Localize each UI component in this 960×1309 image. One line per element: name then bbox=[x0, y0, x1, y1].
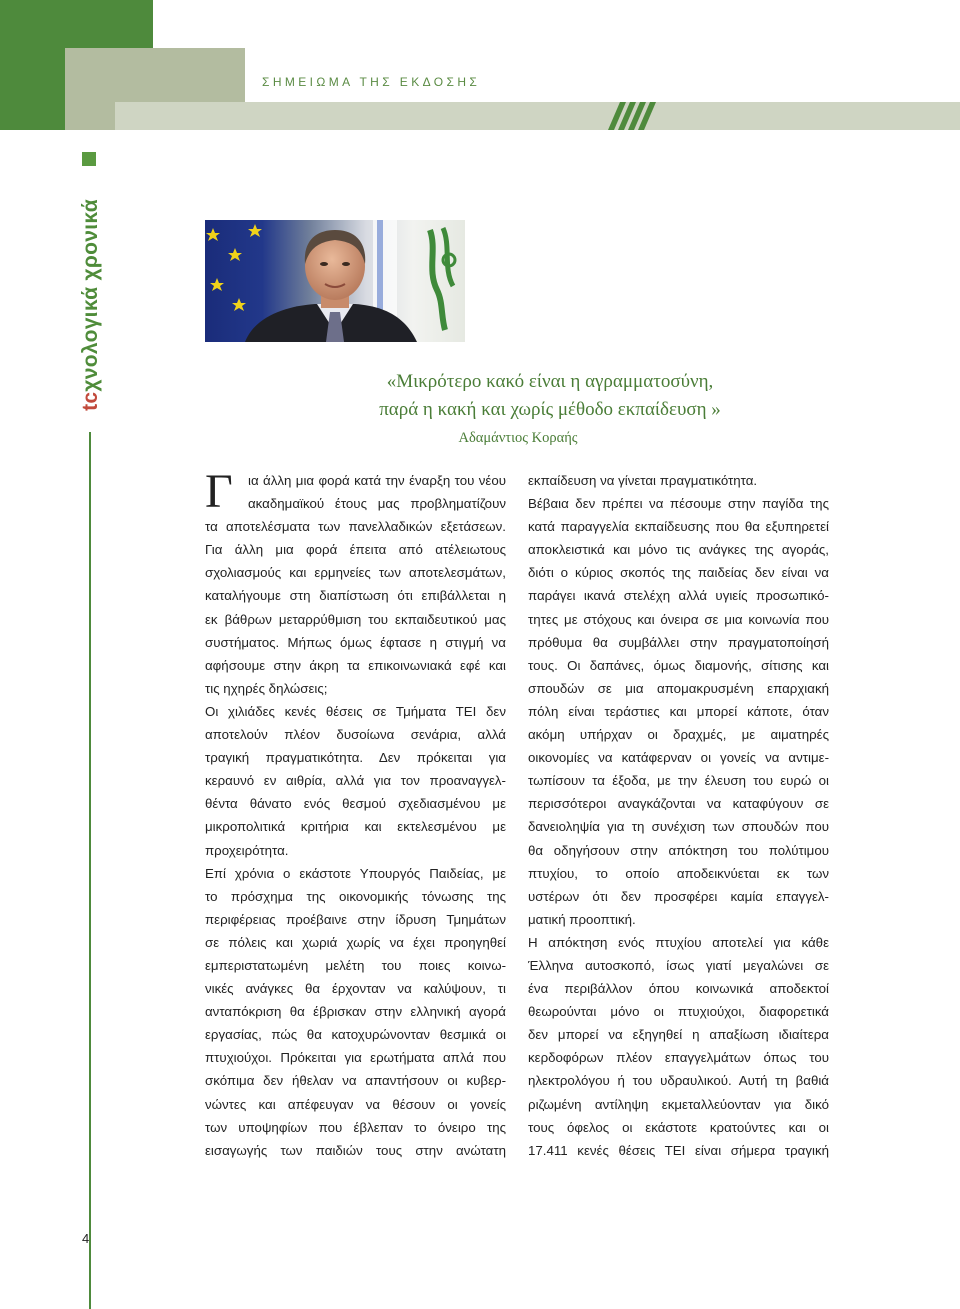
quote-author: Αδαμάντιος Κοραής bbox=[458, 430, 578, 446]
article-line: αφήσουμε στην άκρη τα επικοινωνιακά εφέ και bbox=[205, 657, 506, 673]
article-line: Για άλλη μια φορά έπειτα από ατέλειωτους bbox=[205, 542, 506, 558]
article-line: Οι χιλιάδες κενές θέσεις σε Τμήματα ΤΕΙ δεν bbox=[205, 703, 506, 719]
article-line: τραγική πραγματικότητα. Δεν πρόκειται για bbox=[205, 750, 506, 766]
sidebar-square-marker bbox=[82, 152, 96, 166]
article-line: νικές ανάγκες θα έρχονταν να καλύψουν, τι bbox=[205, 981, 506, 997]
article-line: Βέβαια δεν πρέπει να πέσουμε στην παγίδα της bbox=[528, 496, 829, 512]
article-line: τωπίσουν τα έξοδα, με την έλευση του ευρώ οι bbox=[528, 773, 829, 789]
article-line: ένα περιβάλλον όπου κοινωνικά αποδεκτοί bbox=[528, 981, 829, 997]
article-line: ακόμη υπήρχαν οι δραχμές, με αιματηρές bbox=[528, 727, 829, 743]
article-line: θέντα θάνατο ενός θεσμού σχεδιασμένου με bbox=[205, 796, 506, 812]
article-line: σκόπιμα δεν ήθελαν να απαντήσουν οι κυβερ- bbox=[205, 1073, 506, 1089]
article-line: τις ηχηρές δηλώσεις; bbox=[205, 680, 328, 696]
article-line: το πρόσχημα της οικονομικής τόνωσης της bbox=[205, 888, 506, 904]
article-line: τους όφελος οι εκάστοτε κρατούντες και οι bbox=[528, 1119, 829, 1135]
article-line: ριζωμένη αντίληψη εκμεταλλεύονταν για δικό bbox=[528, 1096, 829, 1112]
section-title: ΣΗΜΕΙΩΜΑ ΤΗΣ ΕΚΔΟΣΗΣ bbox=[262, 75, 481, 89]
article-line: προχειρότητα. bbox=[205, 842, 289, 858]
article-line: των υποψηφίων που έβλεπαν το όνειρο της bbox=[205, 1119, 506, 1135]
magazine-brand bbox=[62, 190, 120, 420]
brand-rest: χνολογικά χρονικά bbox=[79, 199, 102, 392]
article-line: Επί χρόνια ο εκάστοτε Υπουργός Παιδείας, με bbox=[205, 865, 506, 881]
article-line: δεν μπορεί να εξηγηθεί η απαξίωση ιδιαίτερα bbox=[528, 1027, 829, 1043]
article-line: περιφέρειας προέβαινε στην ίδρυση Τμημάτων bbox=[205, 911, 506, 927]
article-line: εισαγωγής των παιδιών τους στην ανώτατη bbox=[205, 1142, 506, 1158]
article-line: νώντες και απέφευγαν να θέσουν οι γονείς bbox=[205, 1096, 506, 1112]
brand-prefix: tc bbox=[79, 391, 102, 411]
article-line: σπουδών σε μια απομακρυσμένη επαρχιακή bbox=[528, 680, 829, 696]
article-line: δανειοληψία για τη συνέχιση των σπουδών που bbox=[528, 819, 829, 835]
article-line: εργασίας, πώς θα κατοχυρώνονταν θεσμικά οι bbox=[205, 1027, 506, 1043]
article-line: τους. Οι δαπάνες, όμως διαμονής, σίτισης και bbox=[528, 657, 829, 673]
article-line: τητες με στόχους και όνειρα σε μια κοινωνία που bbox=[528, 611, 829, 627]
article-line: ανταπόκριση θα έβρισκαν στην ελληνική αγορά bbox=[205, 1004, 506, 1020]
opening-quote bbox=[300, 368, 800, 424]
article-line: Η απόκτηση ενός πτυχίου αποτελεί για κάθε bbox=[528, 934, 829, 950]
article-line: καταλήγουμε στη διαπίστωση ότι επιβάλλεται η bbox=[205, 588, 506, 604]
article-line: εκ βάθρων μεταρρύθμιση του εκπαιδευτικού μας bbox=[205, 611, 506, 627]
article-line: θα οδηγήσουν στην απόκτηση του πολύτιμου bbox=[528, 842, 829, 858]
portrait-photo bbox=[205, 220, 465, 342]
article-line: μικροπολιτικά κριτήρια και εκτελεσμένου με bbox=[205, 819, 506, 835]
header-bar bbox=[115, 102, 960, 130]
article-right-column bbox=[528, 469, 829, 1162]
hatch-stripes-decoration bbox=[596, 102, 666, 130]
article-line: υστέρων ότι δεν προσφέρει καμία επαγγελ- bbox=[528, 888, 829, 904]
quote-line-2: παρά η κακή και χωρίς μέθοδο εκπαίδευση » bbox=[379, 399, 721, 420]
article-line: θεωρούνται μόνο οι πτυχιούχοι, διαφορετικά bbox=[528, 1004, 829, 1020]
article-line: ματική προοπτική. bbox=[528, 911, 636, 927]
article-line: αποκλειστικά και μόνο τις ανάγκες της αγοράς, bbox=[528, 542, 829, 558]
article-line: κερδοφόρων πλέον επαγγελμάτων όπως του bbox=[528, 1050, 829, 1066]
article-line: σε πόλεις και χωριά χωρίς να έχει προηγηθεί bbox=[205, 934, 506, 950]
article-line: πτυχίου, το οποίο αποδεικνύεται εκ των bbox=[528, 865, 829, 881]
article-line: 17.411 κενές θέσεις ΤΕΙ είναι σήμερα τραγική bbox=[528, 1142, 829, 1158]
article-line: σχολιασμούς και ερμηνείες των αποτελεσμάτων, bbox=[205, 565, 506, 581]
article-line: κεραυνό εν αιθρία, αλλά για τον προαναγγελ- bbox=[205, 773, 506, 789]
article-line: οικονομίες να κατάφερναν οι γονείς να αντιμε- bbox=[528, 750, 829, 766]
article-line: τα αποτελέσματα των πανελλαδικών εξετάσεων. bbox=[205, 519, 506, 535]
article-line: αποτελούν πλέον δυσοίωνα σενάρια, αλλά bbox=[205, 727, 506, 743]
article-line: ακαδημαϊκού έτους μας προβληματίζουν bbox=[248, 496, 506, 512]
article-line: κατά παραγγελία εκπαίδευσης που θα εξυπηρετεί bbox=[528, 519, 829, 535]
article-left-column bbox=[205, 465, 506, 1162]
article-line: πόλη είναι τεράστιες και μπορεί κάποτε, όταν bbox=[528, 703, 829, 719]
article-line: πρόθυμα θα συμβάλλει στην πραγματοποίησή bbox=[528, 634, 829, 650]
article-line: εκπαίδευση να γίνεται πραγματικότητα. bbox=[528, 473, 758, 488]
article-line: ια άλλη μια φορά κατά την έναρξη του νέου bbox=[248, 473, 506, 488]
article-line: διότι ο κύριος σκοπός της παιδείας δεν είναι να bbox=[528, 565, 829, 581]
article-line: Έλληνα αυτοσκοπό, ίσως γιατί μεγαλώνει σε bbox=[528, 957, 829, 973]
drop-cap: Γ bbox=[205, 465, 233, 518]
magazine-brand-text bbox=[79, 199, 103, 411]
article-line: συστήματος. Μήπως όμως έφτασε η στιγμή να bbox=[205, 634, 506, 650]
quote-line-1: «Μικρότερο κακό είναι η αγραμματοσύνη, bbox=[386, 371, 714, 392]
article-line: πτυχιούχοι. Πρόκειται για ερωτήματα απλά που bbox=[205, 1050, 506, 1066]
article-line: ηλεκτρολόγου ή του υδραυλικού. Αυτή τη βαθιά bbox=[528, 1073, 829, 1089]
sidebar-vertical-line bbox=[89, 432, 91, 1309]
article-line: παράγει ικανά στελέχη αλλά υγιείς προσωπικό- bbox=[528, 588, 829, 604]
page-number: 4 bbox=[82, 1231, 90, 1246]
article-line: περισσότεροι αναγκάζονται να καταφύγουν σε bbox=[528, 796, 829, 812]
article-line: εμπεριστατωμένη μελέτη του ποιες κοινω- bbox=[205, 957, 506, 973]
